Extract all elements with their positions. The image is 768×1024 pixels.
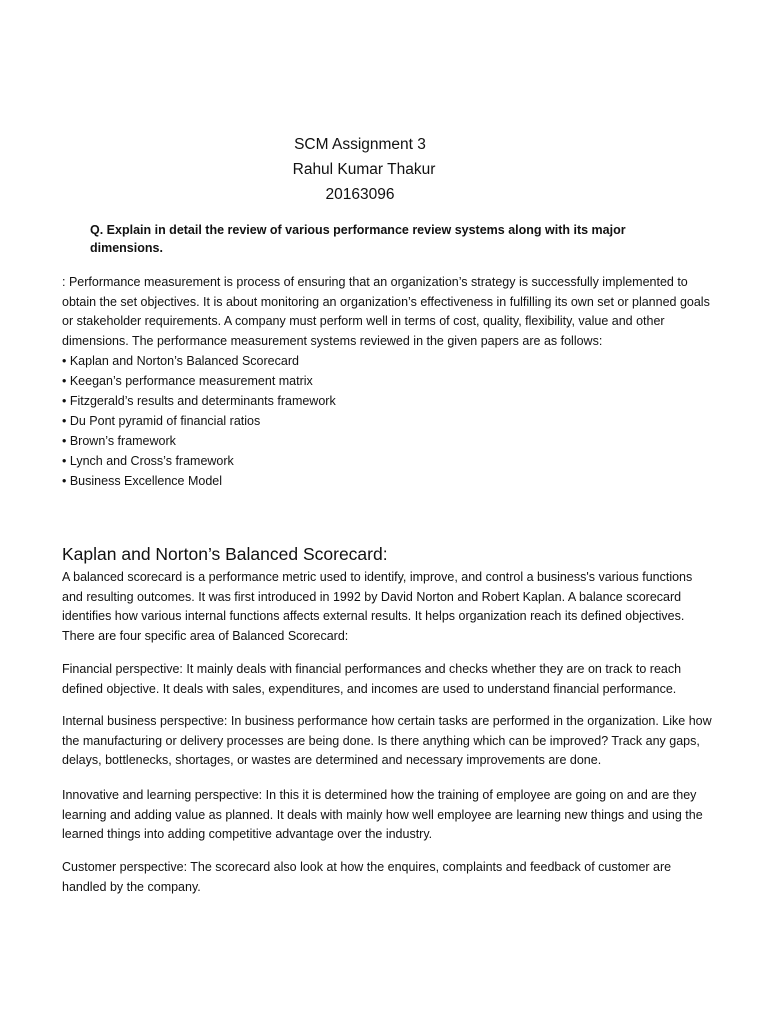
- list-item: • Brown’s framework: [62, 434, 176, 449]
- question-text: Q. Explain in detail the review of various performance review systems along with its major dimensions.: [90, 223, 626, 255]
- intro-section: [62, 273, 712, 491]
- overview-paragraph: A balanced scorecard is a performance metric used to identify, improve, and control a business's various functions and resulting outcomes. It was first introduced in 1992 by David Norton and Robert Kaplan. A balance scorecard identifies how various internal functions affects external results. It helps organization reach its defined objectives. There are four specific area of Balanced Scorecard:: [62, 570, 693, 643]
- assignment-title: SCM Assignment 3: [294, 136, 426, 153]
- list-item: • Du Pont pyramid of financial ratios: [62, 414, 261, 429]
- systems-list: [62, 351, 712, 491]
- list-item: • Kaplan and Norton’s Balanced Scorecard: [62, 354, 299, 369]
- customer-paragraph: Customer perspective: The scorecard also look at how the enquires, complaints and feedback of customer are handled by the company.: [62, 860, 672, 894]
- student-roll-number: 20163096: [325, 186, 395, 203]
- financial-paragraph: Financial perspective: It mainly deals with financial performances and checks whether they are on track to reach defined objective. It deals with sales, expenditures, and incomes are used to understand financial performance.: [62, 662, 682, 696]
- list-item: • Business Excellence Model: [62, 474, 223, 489]
- internal-paragraph: Internal business perspective: In business performance how certain tasks are performed in the organization. Like how the manufacturing or delivery processes are being done. Is there anything which can be improved? Track any gaps, delays, bottlenecks, shortages, or wastes are determined and necessary improvements are done.: [62, 714, 712, 768]
- list-item: • Keegan’s performance measurement matrix: [62, 374, 313, 389]
- innovative-paragraph: Innovative and learning perspective: In this it is determined how the training of employee are going on and are they learning and adding value as planned. It deals with mainly how well employee are learning new things and using the learned things into adding competitive advantage over the industry.: [62, 788, 703, 842]
- list-item: • Fitzgerald’s results and determinants framework: [62, 394, 336, 409]
- document-header: [0, 132, 768, 207]
- intro-paragraph: : Performance measurement is process of ensuring that an organization’s strategy is successfully implemented to obtain the set objectives. It is about monitoring an organization’s effectiveness in fulfilling its own set or planned goals or stakeholder requirements. A company must perform well in terms of cost, quality, flexibility, value and other dimensions. The performance measurement systems reviewed in the given papers are as follows:: [62, 275, 710, 348]
- section-heading: Kaplan and Norton’s Balanced Scorecard:: [62, 543, 388, 564]
- list-item: • Lynch and Cross’s framework: [62, 454, 234, 469]
- student-name: Rahul Kumar Thakur: [292, 161, 436, 178]
